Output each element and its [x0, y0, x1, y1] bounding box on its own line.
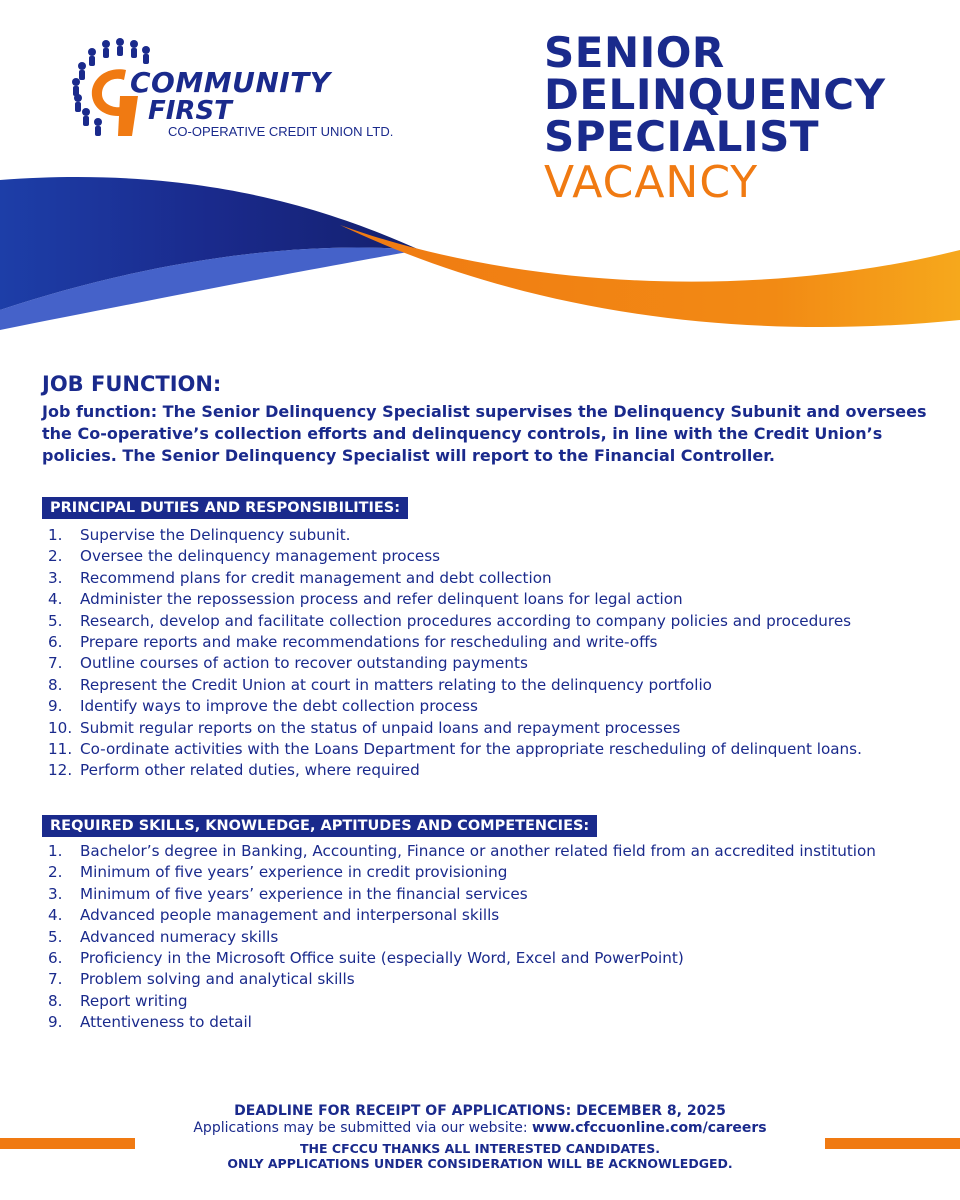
job-function-heading: JOB FUNCTION:	[42, 372, 222, 396]
list-item: 11. Co-ordinate activities with the Loans Department for the appropriate rescheduling of delinquent loans.	[48, 740, 862, 759]
job-function-text: Job function: The Senior Delinquency Specialist supervises the Delinquency Subunit and oversees the Co-operative’s collection efforts and delinquency controls, in line with the Credit Union’s policies. The Senior Delinquency Specialist will report to the Financial Controller.	[42, 402, 927, 465]
skills-heading: REQUIRED SKILLS, KNOWLEDGE, APTITUDES AND COMPETENCIES:	[42, 815, 597, 837]
list-item: 9. Attentiveness to detail	[48, 1013, 252, 1032]
duties-list	[48, 525, 862, 782]
list-item: 1. Bachelor’s degree in Banking, Accounting, Finance or another related field from an accredited institution	[48, 842, 876, 860]
community-first-logo	[68, 36, 394, 146]
list-item: 6. Proficiency in the Microsoft Office suite (especially Word, Excel and PowerPoint)	[48, 949, 684, 968]
list-item: 8. Report writing	[48, 991, 188, 1010]
list-item: 2. Oversee the delinquency management process	[48, 547, 441, 566]
skills-list	[48, 841, 876, 1034]
list-item: 7. Problem solving and analytical skills	[48, 970, 355, 989]
list-item: 5. Advanced numeracy skills	[48, 927, 279, 946]
list-item: 9. Identify ways to improve the debt collection process	[48, 697, 478, 716]
list-item: 2. Minimum of five years’ experience in credit provisioning	[48, 863, 508, 882]
list-item: 3. Minimum of five years’ experience in the financial services	[48, 884, 528, 903]
list-item: 1. Supervise the Delinquency subunit.	[48, 526, 351, 544]
logo-name-community: COMMUNITY	[130, 66, 331, 99]
title-line-delinquency: DELINQUENCY	[544, 70, 886, 119]
logo-name-first: FIRST	[148, 96, 232, 126]
list-item: 4. Advanced people management and interpersonal skills	[48, 906, 500, 925]
list-item: 12. Perform other related duties, where required	[48, 761, 420, 780]
title-line-specialist: SPECIALIST	[544, 112, 819, 161]
careers-link[interactable]: www.cfccuonline.com/careers	[532, 1120, 767, 1136]
footer	[0, 1103, 960, 1171]
title-line-vacancy: VACANCY	[544, 157, 759, 208]
list-item: 5. Research, develop and facilitate collection procedures according to company policies and procedures	[48, 611, 852, 630]
list-item: 3. Recommend plans for credit management and debt collection	[48, 568, 552, 587]
apply-text: Applications may be submitted via our website: www.cfccuonline.com/careers	[193, 1120, 767, 1136]
list-item: 10. Submit regular reports on the status of unpaid loans and repayment processes	[48, 718, 681, 737]
list-item: 7. Outline courses of action to recover outstanding payments	[48, 654, 528, 673]
thanks-text: THE CFCCU THANKS ALL INTERESTED CANDIDATES.	[300, 1141, 660, 1156]
list-item: 4. Administer the repossession process and refer delinquent loans for legal action	[48, 590, 683, 609]
title-line-senior: SENIOR	[544, 28, 725, 77]
logo-subtitle: CO-OPERATIVE CREDIT UNION LTD.	[168, 124, 394, 139]
decorative-swoosh	[0, 170, 960, 340]
acknowledgement-note: ONLY APPLICATIONS UNDER CONSIDERATION WILL BE ACKNOWLEDGED.	[227, 1156, 733, 1171]
duties-heading: PRINCIPAL DUTIES AND RESPONSIBILITIES:	[42, 497, 408, 519]
list-item: 8. Represent the Credit Union at court in matters relating to the delinquency portfolio	[48, 675, 712, 694]
list-item: 6. Prepare reports and make recommendations for rescheduling and write-offs	[48, 633, 658, 652]
deadline-text: DEADLINE FOR RECEIPT OF APPLICATIONS: DECEMBER 8, 2025	[234, 1103, 726, 1119]
